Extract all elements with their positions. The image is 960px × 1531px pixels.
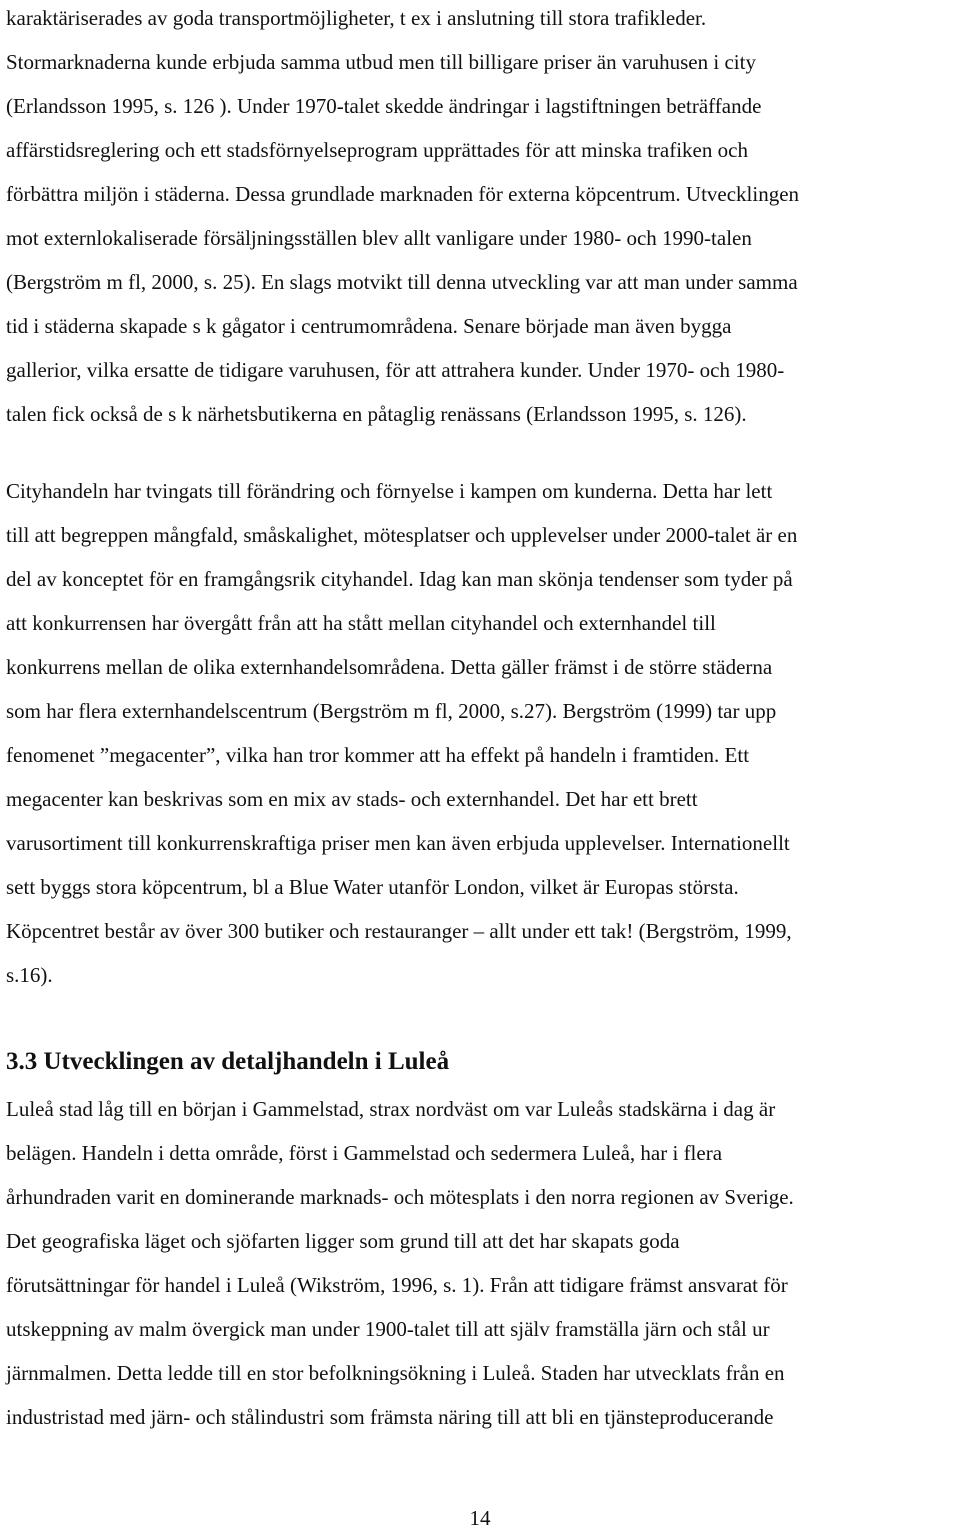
text-line: järnmalmen. Detta ledde till en stor befolkningsökning i Luleå. Staden har utvecklats från en <box>6 1361 785 1385</box>
text-line: karaktäriserades av goda transportmöjligheter, t ex i anslutning till stora trafikleder. <box>6 6 707 30</box>
text-line: Köpcentret består av över 300 butiker och restauranger – allt under ett tak! (Bergström, 1999, <box>6 919 792 943</box>
text-line: varusortiment till konkurrenskraftiga priser men kan även erbjuda upplevelser. Internationellt <box>6 831 790 855</box>
text-line: århundraden varit en dominerande marknads- och mötesplats i den norra regionen av Sverige. <box>6 1185 794 1209</box>
paragraph-1 <box>6 0 960 436</box>
text-line: (Bergström m fl, 2000, s. 25). En slags motvikt till denna utveckling var att man under samma <box>6 270 798 294</box>
text-line: Det geografiska läget och sjöfarten ligger som grund till att det har skapats goda <box>6 1229 680 1253</box>
text-line: megacenter kan beskrivas som en mix av stads- och externhandel. Det har ett brett <box>6 787 698 811</box>
text-line: förbättra miljön i städerna. Dessa grundlade marknaden för externa köpcentrum. Utvecklingen <box>6 182 800 206</box>
text-line: belägen. Handeln i detta område, först i Gammelstad och sedermera Luleå, har i flera <box>6 1141 723 1165</box>
text-line: Cityhandeln har tvingats till förändring och förnyelse i kampen om kunderna. Detta har lett <box>6 479 773 503</box>
text-line: affärstidsreglering och ett stadsförnyelseprogram upprättades för att minska trafiken och <box>6 138 748 162</box>
text-line: förutsättningar för handel i Luleå (Wikström, 1996, s. 1). Från att tidigare främst ansvarat för <box>6 1273 788 1297</box>
text-line: fenomenet ”megacenter”, vilka han tror kommer att ha effekt på handeln i framtiden. Ett <box>6 743 750 767</box>
page-number: 14 <box>469 1506 491 1530</box>
text-line: Luleå stad låg till en början i Gammelstad, strax nordväst om var Luleås stadskärna i dag är <box>6 1097 776 1121</box>
text-line: till att begreppen mångfald, småskalighet, mötesplatser och upplevelser under 2000-talet är en <box>6 523 798 547</box>
text-line: sett byggs stora köpcentrum, bl a Blue Water utanför London, vilket är Europas största. <box>6 875 739 899</box>
text-line: mot externlokaliserade försäljningsställen blev allt vanligare under 1980- och 1990-talen <box>6 226 752 250</box>
section-heading-block <box>6 1040 960 1084</box>
paragraph-2 <box>6 469 960 997</box>
text-line: s.16). <box>6 963 53 987</box>
text-line: talen fick också de s k närhetsbutikerna en påtaglig renässans (Erlandsson 1995, s. 126). <box>6 402 747 426</box>
text-line: att konkurrensen har övergått från att ha stått mellan cityhandel och externhandel till <box>6 611 716 635</box>
section-heading: 3.3 Utvecklingen av detaljhandeln i Luleå <box>6 1048 450 1075</box>
text-line: gallerior, vilka ersatte de tidigare varuhusen, för att attrahera kunder. Under 1970- och 1980- <box>6 358 785 382</box>
text-line: tid i städerna skapade s k gågator i centrumområdena. Senare började man även bygga <box>6 314 732 338</box>
text-line: industristad med järn- och stålindustri som främsta näring till att bli en tjänsteproducerande <box>6 1405 774 1429</box>
text-line: konkurrens mellan de olika externhandelsområdena. Detta gäller främst i de större städerna <box>6 655 773 679</box>
text-line: Stormarknaderna kunde erbjuda samma utbud men till billigare priser än varuhusen i city <box>6 50 756 74</box>
paragraph-3 <box>6 1087 960 1439</box>
text-line: (Erlandsson 1995, s. 126 ). Under 1970-talet skedde ändringar i lagstiftningen beträffande <box>6 94 762 118</box>
text-line: som har flera externhandelscentrum (Bergström m fl, 2000, s.27). Bergström (1999) tar upp <box>6 699 777 723</box>
text-line: utskeppning av malm övergick man under 1900-talet till att själv framställa järn och stål ur <box>6 1317 770 1341</box>
text-line: del av konceptet för en framgångsrik cityhandel. Idag kan man skönja tendenser som tyder på <box>6 567 793 591</box>
